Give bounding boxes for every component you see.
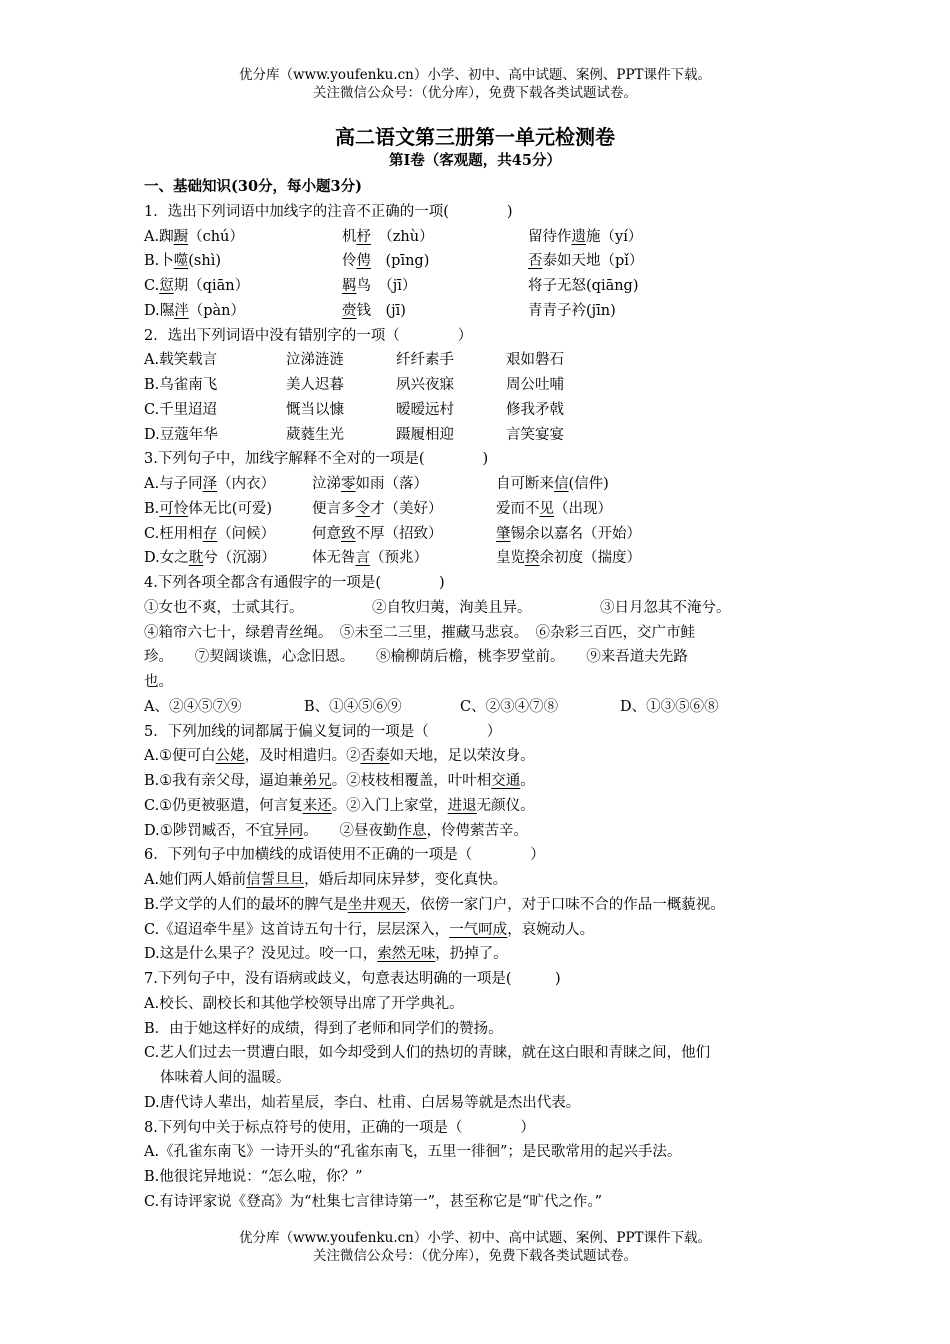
q3-text: 兮（沉溺）: [203, 550, 276, 567]
question-6-option-row: [144, 893, 814, 918]
q3-col: [312, 522, 443, 547]
site-banner-footer: [0, 1229, 950, 1265]
q1-text: D.隰: [144, 302, 175, 319]
q2-word: 暧暧远村: [396, 401, 454, 418]
q1-col-3: [528, 299, 616, 324]
question-1-option-row: [144, 274, 814, 299]
q5-text: A.①便可白: [144, 748, 216, 765]
q5-underlined-word: 公姥: [215, 748, 245, 765]
q4-item: ①女也不爽，士贰其行。: [144, 599, 304, 616]
q5-text: 如天地，足以荣汝身。: [389, 748, 535, 765]
q4-item: ②自牧归荑，洵美且异。: [372, 599, 532, 616]
question-5-option-row: [144, 819, 814, 844]
question-4-line-1: [144, 596, 814, 621]
footer-line-2: 关注微信公众号：（优分库），免费下载各类试题试卷。: [313, 1248, 637, 1264]
question-7-option-b: B．由于她这样好的成绩，得到了老师和同学们的赞扬。: [144, 1020, 503, 1037]
exam-title: 高二语文第三册第一单元检测卷: [335, 125, 615, 149]
q1-underlined-word: 羁: [342, 278, 357, 294]
question-5-option-row: [144, 744, 814, 769]
q1-text: 机: [342, 228, 357, 245]
q5-underlined-word: 进退: [447, 797, 477, 814]
question-4-line-2: ④箱帘六七十，绿碧青丝绳。 ⑤未至二三里，摧藏马悲哀。 ⑥杂彩三百匹，交广市鲑: [144, 624, 695, 641]
q3-text: 体无咎: [312, 550, 356, 567]
q1-underlined-word: 蹰: [173, 228, 189, 245]
q1-text: A.踟: [144, 228, 174, 245]
q2-word: 美人迟暮: [286, 377, 344, 393]
q5-underlined-word: 交通: [491, 773, 521, 789]
question-7-option-d: D.唐代诗人辈出，灿若星辰，李白、杜甫、白居易等就是杰出代表。: [144, 1094, 581, 1111]
q3-text: （内衣）: [217, 476, 276, 492]
question-2-option-row: [144, 348, 814, 373]
q4-item: ③日月忽其不淹兮。: [600, 599, 731, 616]
q6-underlined-word: 坐井观天: [347, 896, 406, 913]
question-5-option-row: [144, 769, 814, 794]
q2-word: A.载笑载言: [144, 352, 218, 369]
q3-text: 便言多: [312, 500, 356, 517]
q3-text: 才（美好）: [370, 500, 443, 517]
q3-col: [312, 497, 443, 522]
q3-text: 余初度（揣度）: [539, 550, 641, 567]
q3-text: 锡余以嘉名（开始）: [510, 525, 641, 542]
q3-col: [144, 497, 272, 522]
q3-underlined-word: 耽: [188, 550, 204, 567]
q1-text: （chú）: [188, 228, 244, 245]
q5-text: C.①仍更被驱遣，何言复: [144, 797, 303, 814]
q1-text: （pàn）: [188, 302, 245, 319]
q1-col-1: [144, 249, 221, 274]
question-2-option-row: [144, 373, 814, 398]
q2-word: 言笑宴宴: [506, 426, 564, 443]
q2-word: 修我矛戟: [506, 401, 564, 418]
q1-text: 青青子衿(jīn): [528, 302, 616, 319]
q3-text: （预兆）: [370, 550, 428, 567]
q1-text: B.卜: [144, 253, 174, 270]
q3-col: [496, 497, 612, 522]
q6-text: B.学文学的人们的最坏的脾气是: [144, 896, 348, 913]
question-8-option-c: C.有诗评家说《登高》为“杜集七言律诗第一”，甚至称它是“旷代之作。”: [144, 1193, 603, 1210]
question-7-option-c: C.艺人们过去一贯遭白眼，如今却受到人们的热切的青睐，就在这白眼和青睐之间，他们: [144, 1045, 711, 1062]
question-7-stem: 7.下列句子中，没有语病或歧义，句意表达明确的一项是( ): [144, 971, 561, 987]
question-1-option-row: [144, 299, 814, 324]
q1-underlined-word: 遗: [571, 228, 586, 245]
q3-text: B.: [144, 500, 160, 517]
q6-underlined-word: 一气呵成: [449, 921, 508, 938]
q3-text: (信件): [568, 476, 609, 492]
q3-underlined-word: 信: [554, 476, 569, 492]
q3-underlined-word: 见: [539, 500, 554, 517]
q3-text: 如雨（落）: [355, 476, 428, 492]
q3-text: 爱而不: [496, 500, 540, 517]
question-1-stem: 1．选出下列词语中加线字的注音不正确的一项( ): [144, 203, 513, 220]
q1-col-1: [144, 225, 244, 250]
q3-underlined-word: 致: [341, 525, 356, 542]
question-3-option-row: [144, 546, 814, 571]
q5-text: 。②枝枝相覆盖，叶叶相: [331, 773, 492, 789]
exam-body: [144, 175, 814, 1215]
q6-underlined-word: 索然无味: [377, 946, 436, 963]
q4-option: A、②④⑤⑦⑨: [144, 698, 242, 715]
q1-col-2: [342, 274, 416, 299]
question-2-stem: 2．选出下列词语中没有错别字的一项（ ）: [144, 327, 473, 344]
q1-text: （zhù）: [371, 228, 434, 245]
q2-word: D.豆蔻年华: [144, 426, 218, 443]
q1-underlined-word: 噬: [173, 253, 189, 270]
q3-underlined-word: 言: [355, 550, 370, 567]
q1-text: 泰如天地（pǐ）: [542, 253, 644, 270]
q3-col: [144, 546, 276, 571]
q1-underlined-word: 俜: [356, 253, 371, 270]
q1-underlined-word: 杼: [356, 228, 371, 245]
q6-underlined-word: 信誓旦旦: [246, 872, 305, 888]
q5-text: 。 ②昼夜勤: [303, 822, 398, 839]
q1-col-1: [144, 299, 245, 324]
q3-text: C.枉用相: [144, 525, 203, 542]
q1-text: 期（qiān）: [173, 278, 250, 294]
q2-word: 艰如磐石: [506, 352, 564, 369]
q3-underlined-word: 可怜: [159, 500, 189, 517]
q1-text: 钱 (jī): [356, 302, 406, 319]
q5-underlined-word: 异同: [274, 822, 304, 839]
question-6-stem: 6．下列句子中加横线的成语使用不正确的一项是（ ）: [144, 847, 545, 864]
q2-word: 夙兴夜寐: [396, 377, 454, 393]
q1-text: (pīng): [371, 253, 430, 270]
question-1-option-row: [144, 225, 814, 250]
q1-underlined-word: 否: [528, 253, 543, 270]
question-8-option-b: B.他很诧异地说：“怎么啦，你？”: [144, 1169, 363, 1185]
q6-text: C.《迢迢牵牛星》这首诗五句十行，层层深入，: [144, 921, 450, 938]
q5-text: 。: [520, 773, 535, 789]
q1-col-2: [342, 299, 406, 324]
q1-text: 留待作: [528, 228, 572, 245]
question-2-option-row: [144, 423, 814, 448]
q3-text: 皇览: [496, 550, 525, 567]
q2-word: 慨当以慷: [286, 401, 344, 418]
q3-col: [312, 472, 428, 497]
q5-underlined-word: 弟兄: [302, 773, 332, 789]
q6-text: A.她们两人婚前: [144, 872, 247, 888]
q3-col: [496, 472, 609, 497]
q5-text: ，及时相遣归。②: [244, 748, 361, 765]
question-5-stem: 5．下列加线的词都属于偏义复词的一项是（ ）: [144, 723, 502, 740]
q2-word: 周公吐哺: [506, 377, 564, 393]
q2-word: B.乌雀南飞: [144, 377, 218, 393]
site-banner-header: [0, 66, 950, 102]
q3-text: 何意: [312, 525, 341, 542]
question-3-option-row: [144, 497, 814, 522]
q1-col-3: [528, 274, 639, 299]
question-8-option-a: A.《孔雀东南飞》一诗开头的“孔雀东南飞，五里一徘徊”；是民歌常用的起兴手法。: [144, 1144, 682, 1161]
q5-text: B.①我有亲父母，逼迫兼: [144, 773, 303, 789]
question-3-option-row: [144, 522, 814, 547]
q3-text: D.女之: [144, 550, 189, 567]
q3-col: [496, 546, 641, 571]
q2-word: 蹑履相迎: [396, 426, 454, 443]
q6-text: ，哀婉动人。: [507, 921, 595, 938]
q5-text: 无颜仪。: [476, 797, 535, 814]
q4-option: B、①④⑤⑥⑨: [304, 698, 402, 715]
question-2-option-row: [144, 398, 814, 423]
q1-underlined-word: 愆: [159, 278, 174, 294]
q1-underlined-word: 泮: [174, 302, 189, 319]
q3-underlined-word: 存: [202, 525, 218, 542]
q5-text: 。②入门上家堂，: [331, 797, 448, 814]
question-3-option-row: [144, 472, 814, 497]
q3-text: （问候）: [217, 525, 276, 542]
q3-text: 泣涕: [312, 476, 341, 492]
banner-line-2: 关注微信公众号：（优分库），免费下载各类试题试卷。: [313, 85, 637, 101]
question-8-stem: 8.下列句中关于标点符号的使用，正确的一项是（ ）: [144, 1119, 535, 1136]
question-6-option-row: [144, 918, 814, 943]
section-heading: 一、基础知识(30分，每小题3分): [144, 178, 362, 195]
question-7-option-c-cont: 体味着人间的温暖。: [160, 1070, 291, 1086]
q3-underlined-word: 揆: [525, 550, 540, 567]
q1-text: 伶: [342, 253, 357, 270]
q3-text: 不厚（招致）: [355, 525, 443, 542]
q3-col: [496, 522, 641, 547]
q1-col-3: [528, 225, 642, 250]
q3-underlined-word: 零: [341, 476, 356, 492]
q1-text: 将子无怒(qiāng): [528, 278, 639, 294]
q6-text: ，婚后却同床异梦，变化真快。: [304, 872, 508, 888]
footer-line-1: 优分库（www.youfenku.cn）小学、初中、高中试题、案例、PPT课件下载。: [238, 1230, 712, 1246]
q3-col: [144, 522, 275, 547]
q3-underlined-word: 肇: [496, 525, 511, 542]
q2-word: C.千里迢迢: [144, 401, 218, 418]
q6-text: D.这是什么果子？没见过。咬一口，: [144, 946, 378, 963]
q6-text: ，依傍一家门户，对于口味不合的作品一概藐视。: [405, 896, 725, 913]
q3-underlined-word: 泽: [202, 476, 218, 492]
q3-text: （出现）: [554, 500, 612, 517]
q3-text: 自可断来: [496, 476, 554, 492]
q3-col: [312, 546, 428, 571]
question-4-line-4: 也。: [144, 674, 173, 690]
q2-word: 泣涕涟涟: [286, 352, 344, 369]
question-4-line-3: 珍。 ⑦契阔谈谯，心念旧恩。 ⑧榆柳荫后檐，桃李罗堂前。 ⑨来吾道夫先路: [144, 649, 688, 666]
question-1-option-row: [144, 249, 814, 274]
q5-underlined-word: 作息: [397, 822, 427, 839]
q2-word: 纤纤素手: [396, 352, 454, 369]
question-4-stem: 4.下列各项全都含有通假字的一项是( ): [144, 575, 445, 591]
question-6-option-row: [144, 868, 814, 893]
q2-word: 葳蕤生光: [286, 426, 344, 443]
question-5-option-row: [144, 794, 814, 819]
q1-col-3: [528, 249, 643, 274]
q5-underlined-word: 来还: [302, 797, 332, 814]
q3-text: 体无比(可爱): [188, 500, 273, 517]
q4-option: D、①③⑤⑥⑧: [620, 698, 719, 715]
q5-text: D.①陟罚臧否，不宜: [144, 822, 275, 839]
banner-line-1: 优分库（www.youfenku.cn）小学、初中、高中试题、案例、PPT课件下载。: [238, 67, 712, 83]
question-7-option-a: A.校长、副校长和其他学校领导出席了开学典礼。: [144, 995, 464, 1012]
q3-col: [144, 472, 275, 497]
exam-subtitle: 第Ⅰ卷（客观题，共45分）: [389, 152, 561, 169]
question-4-options: [144, 695, 814, 720]
question-3-stem: 3.下列句子中，加线字解释不全对的一项是( ): [144, 451, 489, 468]
q5-underlined-word: 否泰: [360, 748, 390, 765]
q5-text: ，伶俜萦苦辛。: [426, 822, 528, 839]
question-6-option-row: [144, 942, 814, 967]
q1-text: 鸟 （jī）: [356, 278, 417, 294]
q1-text: 施（yí）: [586, 228, 643, 245]
q4-option: C、②③④⑦⑧: [460, 698, 559, 715]
q3-underlined-word: 令: [355, 500, 370, 517]
q1-underlined-word: 赍: [342, 302, 357, 319]
q6-text: ，扔掉了。: [435, 946, 508, 963]
q3-text: A.与子同: [144, 476, 203, 492]
q1-col-2: [342, 249, 429, 274]
q1-col-2: [342, 225, 434, 250]
q1-col-1: [144, 274, 249, 299]
q1-text: C.: [144, 278, 160, 294]
q1-text: (shì): [188, 253, 221, 270]
